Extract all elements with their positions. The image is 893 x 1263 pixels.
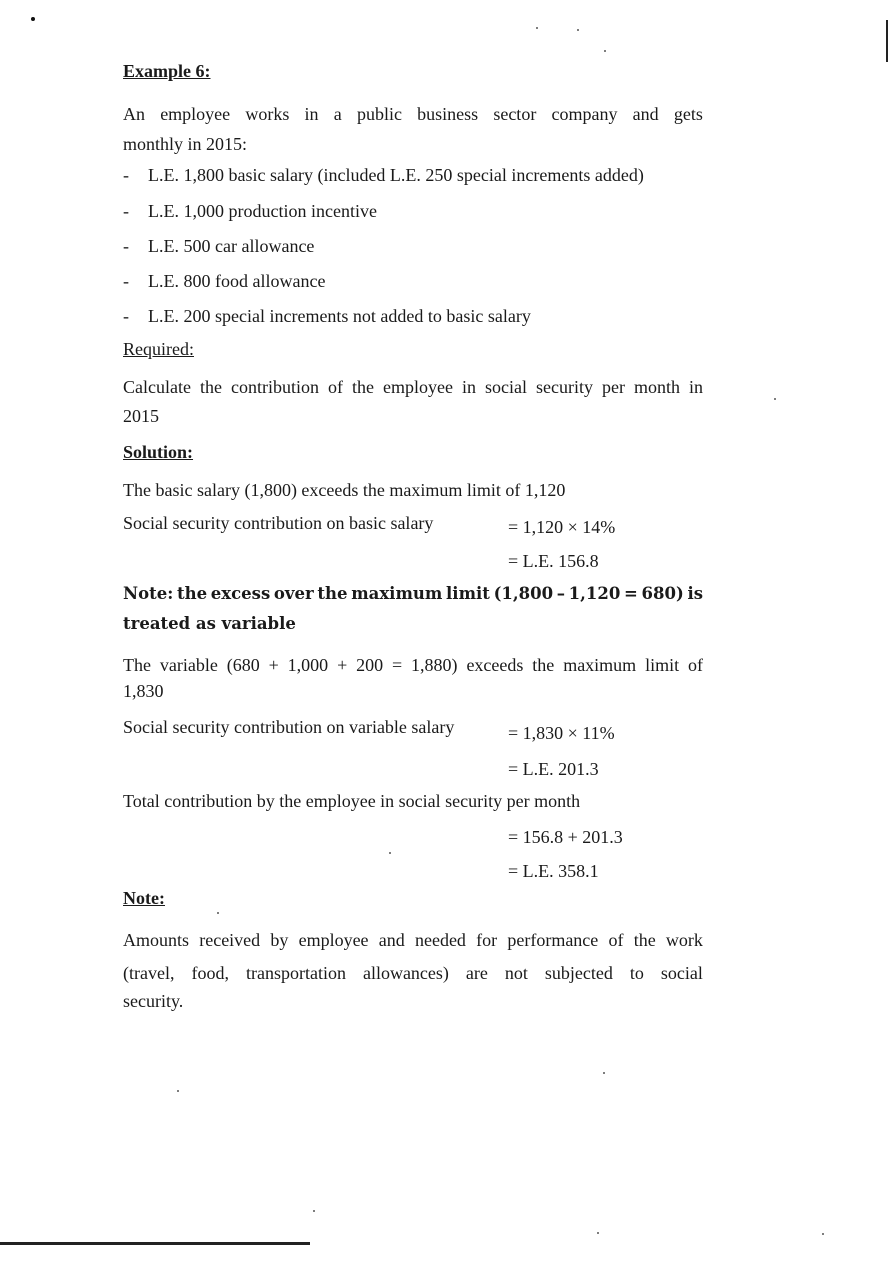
word: Calculate (123, 377, 191, 397)
word: limit (645, 655, 680, 675)
word: over (273, 584, 314, 603)
word: in (688, 377, 703, 397)
word: of (327, 377, 343, 397)
salary-item: L.E. 1,800 basic salary (included L.E. 250 special increments added) (148, 165, 644, 185)
word: business (417, 104, 479, 124)
word: (1,800 (493, 584, 554, 603)
word: exceeds (466, 655, 524, 675)
word: in (304, 104, 319, 124)
scan-speck (536, 27, 538, 29)
basic-salary-text: The basic salary (1,800) exceeds the maximum limit of 1,120 (123, 480, 566, 500)
word: allowances) (362, 963, 449, 983)
word: are (465, 963, 488, 983)
word: in (461, 377, 476, 397)
total-calc: = 156.8 + 201.3 (508, 827, 623, 847)
variable-contribution-label: Social security contribution on variable salary (123, 717, 455, 737)
required-line-1 (123, 376, 703, 398)
word: the (176, 584, 208, 603)
word: to (629, 963, 644, 983)
word: security (535, 377, 593, 397)
basic-result: = L.E. 156.8 (508, 551, 599, 571)
bullet-marker: - (123, 236, 129, 256)
word: public (356, 104, 402, 124)
word: not (504, 963, 528, 983)
scan-speck (389, 852, 391, 854)
word: received (199, 930, 261, 950)
word: 1,880) (411, 655, 458, 675)
word: 1,120 (568, 584, 621, 603)
variable-line-2: 1,830 (123, 681, 164, 701)
total-label: Total contribution by the employee in social security per month (123, 791, 581, 811)
word: maximum (563, 655, 637, 675)
word: Amounts (123, 930, 190, 950)
word: The (123, 655, 151, 675)
scan-speck (603, 1072, 605, 1074)
total-result: = L.E. 358.1 (508, 861, 599, 881)
word: of (687, 655, 703, 675)
word: An (123, 104, 145, 124)
word: needed (414, 930, 466, 950)
word: Note: (123, 584, 174, 603)
bullet-marker: - (123, 306, 129, 326)
bullet-marker: - (123, 201, 129, 221)
intro-line-1 (123, 103, 703, 125)
word: maximum (351, 584, 443, 603)
variable-calc: = 1,830 × 11% (508, 723, 615, 743)
word: social (660, 963, 703, 983)
scan-speck (177, 1090, 179, 1092)
solution-heading: Solution: (123, 442, 194, 462)
word: employee (382, 377, 453, 397)
salary-item: L.E. 200 special increments not added to basic salary (148, 306, 531, 326)
word: 1,000 (287, 655, 329, 675)
bullet-marker: - (123, 165, 129, 185)
word: performance (507, 930, 599, 950)
scan-speck (604, 50, 606, 52)
word: + (337, 655, 348, 675)
final-note-heading: Note: (123, 888, 165, 908)
scan-edge-right (886, 20, 888, 62)
word: 200 (356, 655, 384, 675)
word: work (665, 930, 703, 950)
basic-contribution-label: Social security contribution on basic salary (123, 513, 434, 533)
word: works (245, 104, 290, 124)
bullet-marker: - (123, 271, 129, 291)
word: (travel, (123, 963, 175, 983)
word: a (333, 104, 342, 124)
final-note-line-1 (123, 929, 703, 951)
salary-item: L.E. 800 food allowance (148, 271, 326, 291)
required-line-2: 2015 (123, 406, 159, 426)
final-note-line-2 (123, 962, 703, 984)
scan-speck (597, 1232, 599, 1234)
word: is (687, 584, 703, 603)
scan-edge-bottom (0, 1242, 310, 1245)
variable-result: = L.E. 201.3 (508, 759, 599, 779)
word: social (484, 377, 527, 397)
word: and (632, 104, 659, 124)
word: of (608, 930, 624, 950)
word: the (532, 655, 555, 675)
word: contribution (230, 377, 319, 397)
salary-item: L.E. 1,000 production incentive (148, 201, 377, 221)
final-note-line-3: security. (123, 991, 184, 1011)
word: the (199, 377, 222, 397)
word: – (556, 584, 565, 603)
word: for (476, 930, 498, 950)
scan-speck (774, 398, 776, 400)
word: employee (160, 104, 231, 124)
word: 680) (641, 584, 684, 603)
note-line-1 (123, 583, 703, 605)
variable-line-1 (123, 654, 703, 676)
salary-item: L.E. 500 car allowance (148, 236, 315, 256)
word: = (624, 584, 638, 603)
scan-speck (822, 1233, 824, 1235)
word: the (351, 377, 374, 397)
word: limit (446, 584, 490, 603)
word: company (551, 104, 618, 124)
basic-calc: = 1,120 × 14% (508, 517, 616, 537)
required-heading: Required: (123, 339, 194, 359)
word: + (268, 655, 279, 675)
note-line-2: treated as variable (123, 614, 296, 633)
scan-speck (313, 1210, 315, 1212)
scan-speck (31, 17, 35, 21)
scan-speck (217, 912, 219, 914)
word: the (317, 584, 348, 603)
word: subjected (544, 963, 613, 983)
word: month (633, 377, 680, 397)
word: sector (493, 104, 537, 124)
word: employee (298, 930, 369, 950)
word: the (633, 930, 656, 950)
word: (680 (226, 655, 260, 675)
word: = (392, 655, 403, 675)
word: gets (673, 104, 703, 124)
scan-speck (577, 29, 579, 31)
word: per (601, 377, 625, 397)
word: and (378, 930, 405, 950)
word: variable (159, 655, 218, 675)
word: excess (210, 584, 271, 603)
example-title: Example 6: (123, 61, 211, 81)
word: transportation (245, 963, 346, 983)
intro-line-2: monthly in 2015: (123, 134, 248, 154)
word: by (270, 930, 289, 950)
word: food, (191, 963, 229, 983)
